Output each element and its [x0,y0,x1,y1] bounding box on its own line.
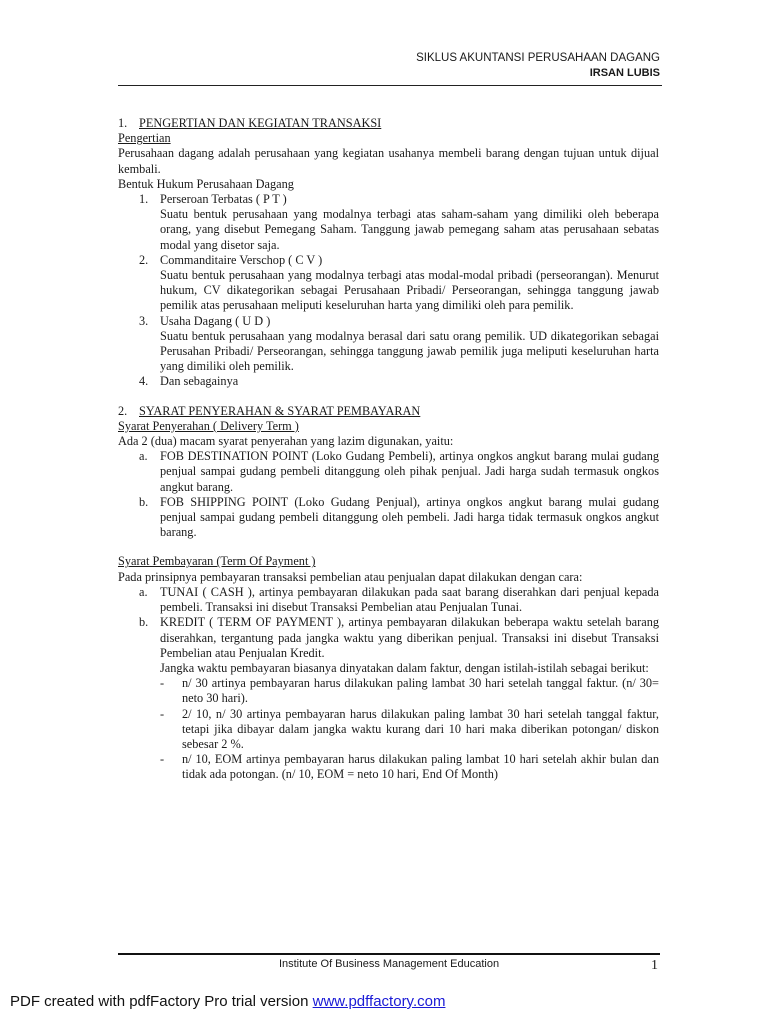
payment-intro: Pada prinsipnya pembayaran transaksi pembelian atau penjualan dapat dilakukan dengan cara: [118,569,583,584]
subheading-delivery-term: Syarat Penyerahan ( Delivery Term ) [118,418,299,433]
list-marker: 3. [139,313,149,328]
section-1-number: 1. [118,116,128,130]
subheading-pengertian: Pengertian [118,131,171,146]
list-marker: b. [139,494,149,509]
list-marker: 1. [139,192,149,207]
list-item-body: Suatu bentuk perusahaan yang modalnya terbagi atas modal-modal pribadi (perseorangan). Menurut hukum, CV dikategorikan sebagai Perusahaan Pribadi/ Perseorangan, sehingga tanggung jawab pemilik atas perusahaan meliputi keseluruhan harta yang dimiliki oleh para pemilik. [160,268,659,313]
pdf-banner-text: PDF created with pdfFactory Pro trial version [10,993,309,1010]
list-item-heading: Perseroan Terbatas ( P T ) [160,192,287,207]
section-2-title: SYARAT PENYERAHAN & SYARAT PEMBAYARAN [139,403,421,418]
credit-term-item [118,707,659,753]
list-item-heading: Usaha Dagang ( U D ) [160,313,271,328]
running-header [416,51,660,81]
list-item-heading: Commanditaire Verschop ( C V ) [160,252,323,267]
spacer [118,390,659,404]
list-marker: a. [139,584,148,599]
section-1-title: PENGERTIAN DAN KEGIATAN TRANSAKSI [139,116,382,130]
dash-marker: - [160,676,165,691]
list-item [118,449,659,495]
subheading-term-of-payment: Syarat Pembayaran (Term Of Payment ) [118,554,316,569]
list-item-heading: Dan sebagainya [160,374,239,389]
list-item [118,374,659,389]
list-item [118,615,659,676]
section-2-number: 2. [118,403,128,418]
list-marker: 2. [139,252,149,267]
list-item [118,495,659,541]
list-item [118,314,659,375]
delivery-intro: Ada 2 (dua) macam syarat penyerahan yang lazim digunakan, yaitu: [118,434,454,449]
document-body [118,116,659,783]
list-item [118,192,659,253]
definition-paragraph: Perusahaan dagang adalah perusahaan yang kegiatan usahanya membeli barang dengan tujuan untuk dijual kembali. [118,146,659,176]
list-item-body: FOB DESTINATION POINT (Loko Gudang Pembeli), artinya ongkos angkut barang mulai gudang penjual sampai gudang pembeli ditanggung oleh pihak penjual. Jadi harga sudah termasuk ongkos angkut barang. [160,449,659,494]
section-2-heading [118,404,659,419]
credit-term-item [118,752,659,782]
footer-divider [118,953,660,955]
credit-term-text: 2/ 10, n/ 30 artinya pembayaran harus dilakukan paling lambat 30 hari setelah tanggal faktur, tetapi jika dibayar dalam jangka waktu kurang dari 10 hari maka diberikan potongan/ diskon sebesar 2 %. [182,706,659,751]
bentuk-hukum-label: Bentuk Hukum Perusahaan Dagang [118,176,294,191]
section-1-heading [118,116,659,131]
payment-methods-list [118,585,659,783]
list-item [118,253,659,314]
list-item-body: Suatu bentuk perusahaan yang modalnya terbagi atas saham-saham yang dimiliki oleh beberapa orang, yang disebut Pemegang Saham. Tanggung jawab pemegang saham atas perusahaan sebatas modal yang disetor saja. [160,207,659,252]
list-item-body: TUNAI ( CASH ), artinya pembayaran dilakukan pada saat barang diserahkan dari penjual kepada pembeli. Transaksi ini disebut Transaksi Pembelian atau Penjualan Tunai. [160,584,659,615]
credit-term-text: n/ 10, EOM artinya pembayaran harus dilakukan paling lambat 10 hari setelah akhir bulan dan tidak ada potongan. (n/ 10, EOM = neto 10 hari, End Of Month) [182,752,659,782]
credit-term-text: n/ 30 artinya pembayaran harus dilakukan paling lambat 30 hari setelah tanggal faktur. (n/ 30= neto 30 hari). [182,676,659,706]
footer-institute: Institute Of Business Management Education [278,958,500,970]
list-marker: 4. [139,374,149,389]
credit-term-item [118,676,659,706]
list-item-body: KREDIT ( TERM OF PAYMENT ), artinya pembayaran dilakukan beberapa waktu setelah barang diserahkan, tergantung pada jangka waktu yang diberikan penjual. Transaksi ini disebut Transaksi Pembelian atau Penjualan Kredit. [160,615,659,660]
dash-marker: - [160,752,165,767]
header-divider [118,85,662,86]
legal-forms-list [118,192,659,390]
dash-marker: - [160,706,165,721]
pdffactory-link[interactable]: www.pdffactory.com [312,993,446,1010]
list-item-body-continued: Jangka waktu pembayaran biasanya dinyatakan dalam faktur, dengan istilah-istilah sebagai berikut: [160,660,649,675]
pdf-watermark-banner [10,993,445,1010]
header-title: SIKLUS AKUNTANSI PERUSAHAAN DAGANG [416,52,660,64]
page-number: 1 [651,958,658,973]
list-item [118,585,659,615]
header-author: IRSAN LUBIS [589,67,660,79]
list-marker: a. [139,449,148,464]
list-marker: b. [139,615,149,630]
list-item-body: FOB SHIPPING POINT (Loko Gudang Penjual), artinya ongkos angkut barang mulai gudang penjual sampai gudang pembeli ditanggung oleh pembeli. Jadi harga tidak termasuk ongkos angkut barang. [160,494,659,540]
delivery-terms-list [118,449,659,540]
spacer [118,540,659,554]
list-item-body: Suatu bentuk perusahaan yang modalnya berasal dari satu orang pemilik. UD dikategorikan sebagai Perusahan Pribadi/ Perseorangan, sehingga tanggung jawab pemilik juga meliputi keseluruhan harta yang dimiliki oleh pemilik. [160,328,659,374]
